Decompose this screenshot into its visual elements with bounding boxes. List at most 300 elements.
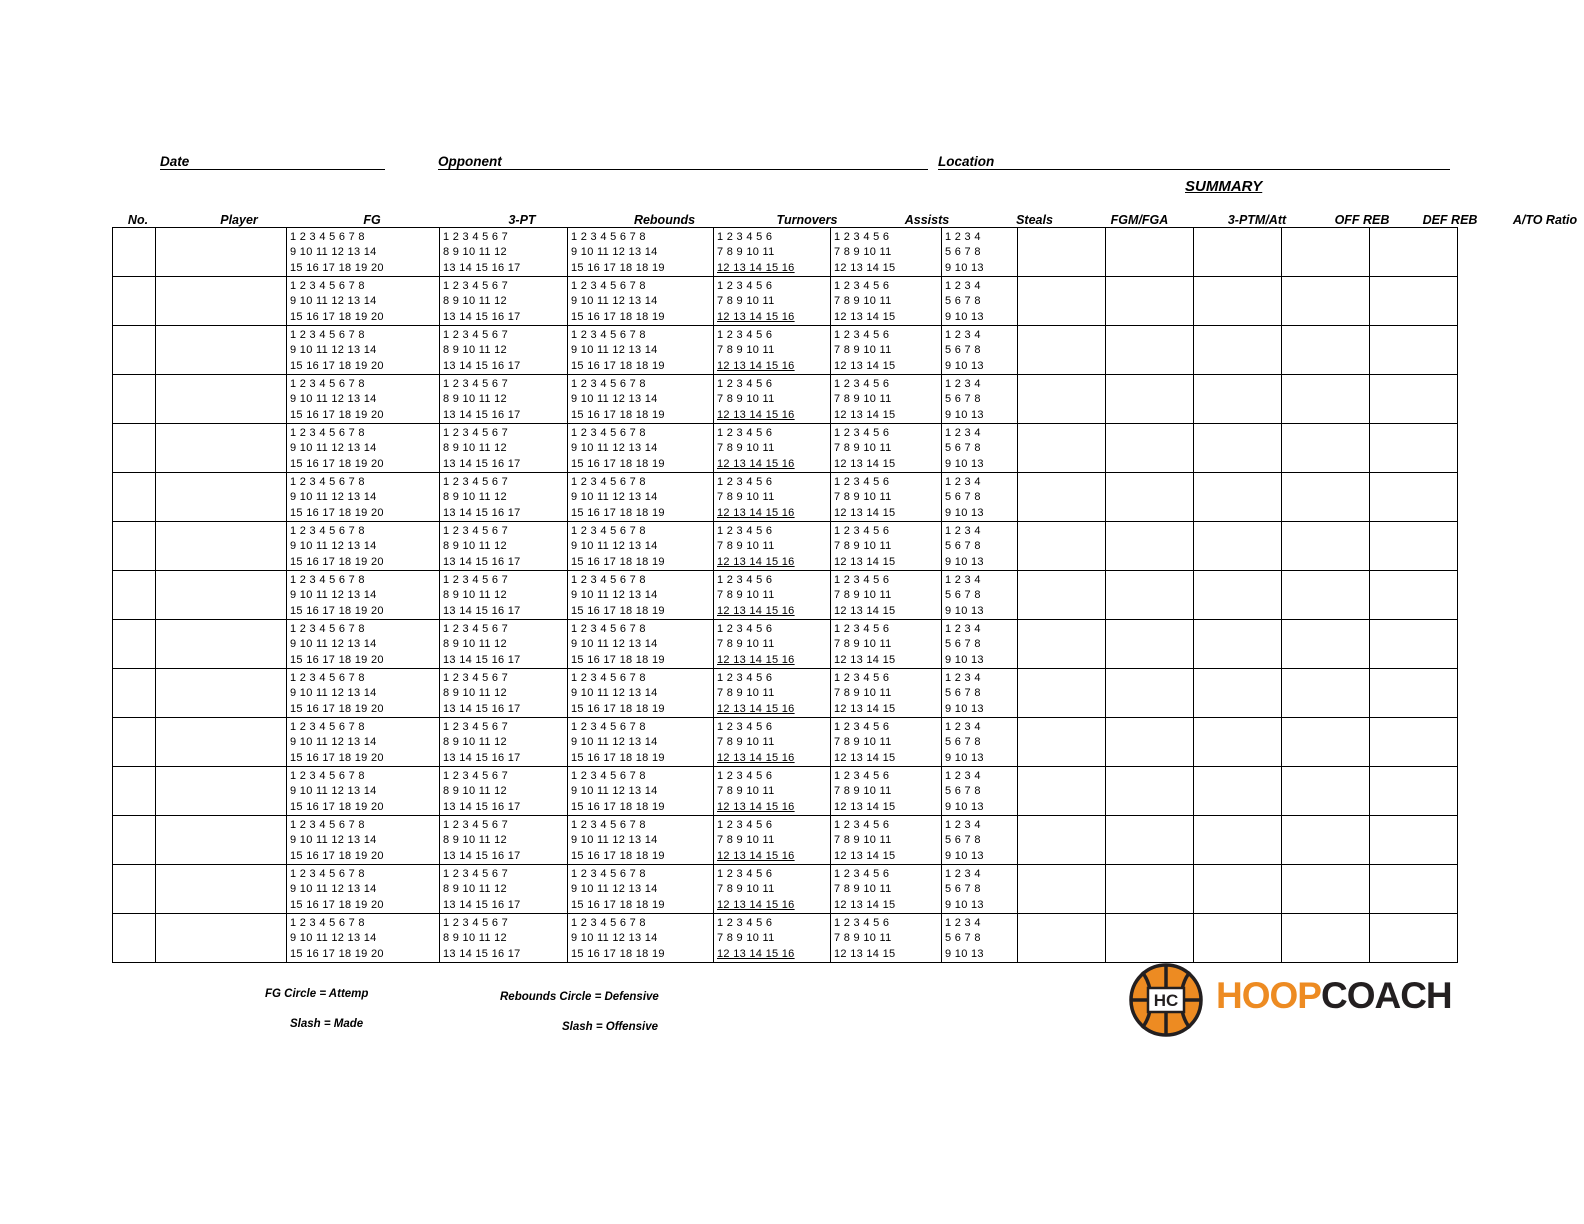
cell-summary-ato-ratio[interactable] [1370,767,1458,816]
cell-summary-fgm-fga[interactable] [1018,620,1106,669]
cell-fg-tally[interactable] [287,473,440,522]
cell-rebounds-tally[interactable] [568,816,714,865]
fg-number-row: 1 2 3 4 5 6 7 8 [290,231,365,243]
cell-turnovers-tally[interactable] [714,816,831,865]
cell-summary-off-reb[interactable] [1194,522,1282,571]
cell-steals-tally[interactable] [942,375,1018,424]
cell-turnovers-tally[interactable] [714,424,831,473]
cell-summary-fgm-fga[interactable] [1018,424,1106,473]
cell-summary-off-reb[interactable] [1194,424,1282,473]
cell-steals-tally[interactable] [942,473,1018,522]
cell-turnovers-tally[interactable] [714,571,831,620]
3pt-number-list [440,228,567,276]
column-header-player: Player [220,213,258,227]
cell-summary-def-reb[interactable] [1282,326,1370,375]
cell-player-name[interactable] [156,522,287,571]
3pt-number-row: 13 14 15 16 17 [443,751,521,764]
table-row [113,326,1458,375]
cell-assists-tally[interactable] [831,375,942,424]
cell-assists-tally[interactable] [831,228,942,277]
cell-assists-tally[interactable] [831,326,942,375]
3pt-number-list [440,865,567,913]
cell-steals-tally[interactable] [942,424,1018,473]
3pt-number-row: 1 2 3 4 5 6 7 [443,917,509,929]
cell-player-name[interactable] [156,473,287,522]
cell-steals-tally[interactable] [942,228,1018,277]
cell-turnovers-tally[interactable] [714,277,831,326]
cell-assists-tally[interactable] [831,865,942,914]
cell-summary-off-reb[interactable] [1194,718,1282,767]
cell-3pt-tally[interactable] [440,326,568,375]
cell-turnovers-tally[interactable] [714,326,831,375]
cell-rebounds-tally[interactable] [568,914,714,963]
rebounds-number-row: 9 10 11 12 13 14 [571,442,658,455]
assists-number-row: 7 8 9 10 11 [834,785,892,798]
cell-summary-off-reb[interactable] [1194,767,1282,816]
turnovers-number-row: 7 8 9 10 11 [717,736,775,749]
cell-assists-tally[interactable] [831,277,942,326]
3pt-number-list [440,326,567,374]
cell-summary-def-reb[interactable] [1282,424,1370,473]
assists-number-row: 1 2 3 4 5 6 [834,917,890,929]
cell-summary-ato-ratio[interactable] [1370,816,1458,865]
fg-number-list [287,326,439,374]
cell-steals-tally[interactable] [942,669,1018,718]
cell-summary-ato-ratio[interactable] [1370,522,1458,571]
cell-summary-off-reb[interactable] [1194,816,1282,865]
cell-summary-3ptm-att[interactable] [1106,620,1194,669]
cell-summary-def-reb[interactable] [1282,277,1370,326]
cell-fg-tally[interactable] [287,620,440,669]
3pt-number-row: 13 14 15 16 17 [443,408,521,421]
cell-rebounds-tally[interactable] [568,473,714,522]
cell-summary-off-reb[interactable] [1194,473,1282,522]
rebounds-number-row: 15 16 17 18 18 19 [571,947,665,960]
steals-number-row: 9 10 13 [945,555,984,568]
cell-summary-def-reb[interactable] [1282,914,1370,963]
fg-number-row: 9 10 11 12 13 14 [290,785,377,798]
cell-summary-fgm-fga[interactable] [1018,473,1106,522]
cell-assists-tally[interactable] [831,522,942,571]
opponent-field[interactable] [438,150,928,170]
cell-fg-tally[interactable] [287,718,440,767]
steals-number-row: 5 6 7 8 [945,736,981,749]
cell-rebounds-tally[interactable] [568,767,714,816]
cell-summary-ato-ratio[interactable] [1370,718,1458,767]
cell-summary-fgm-fga[interactable] [1018,816,1106,865]
fg-number-row: 15 16 17 18 19 20 [290,898,384,911]
cell-summary-3ptm-att[interactable] [1106,473,1194,522]
fg-number-row: 9 10 11 12 13 14 [290,295,377,308]
cell-steals-tally[interactable] [942,865,1018,914]
cell-steals-tally[interactable] [942,767,1018,816]
cell-summary-off-reb[interactable] [1194,914,1282,963]
turnovers-number-row: 12 13 14 15 16 [717,898,795,911]
cell-player-name[interactable] [156,718,287,767]
table-row [113,473,1458,522]
cell-assists-tally[interactable] [831,816,942,865]
3pt-number-row: 8 9 10 11 12 [443,491,507,504]
rebounds-number-row: 9 10 11 12 13 14 [571,736,658,749]
rebounds-number-row: 9 10 11 12 13 14 [571,344,658,357]
cell-summary-fgm-fga[interactable] [1018,326,1106,375]
table-row [113,228,1458,277]
hoopcoach-logo [1128,962,1452,1038]
cell-player-name[interactable] [156,620,287,669]
cell-assists-tally[interactable] [831,767,942,816]
cell-fg-tally[interactable] [287,522,440,571]
rebounds-number-row: 9 10 11 12 13 14 [571,638,658,651]
cell-3pt-tally[interactable] [440,914,568,963]
cell-summary-def-reb[interactable] [1282,767,1370,816]
turnovers-number-row: 7 8 9 10 11 [717,393,775,406]
fg-number-row: 1 2 3 4 5 6 7 8 [290,623,365,635]
cell-summary-3ptm-att[interactable] [1106,914,1194,963]
location-field[interactable] [938,150,1450,170]
cell-fg-tally[interactable] [287,571,440,620]
cell-3pt-tally[interactable] [440,277,568,326]
cell-turnovers-tally[interactable] [714,473,831,522]
cell-fg-tally[interactable] [287,767,440,816]
turnovers-number-list [714,522,830,570]
3pt-number-list [440,816,567,864]
cell-3pt-tally[interactable] [440,228,568,277]
cell-player-name[interactable] [156,228,287,277]
cell-3pt-tally[interactable] [440,767,568,816]
cell-rebounds-tally[interactable] [568,669,714,718]
cell-steals-tally[interactable] [942,277,1018,326]
cell-jersey-number[interactable] [113,620,156,669]
cell-assists-tally[interactable] [831,620,942,669]
rebounds-number-row: 9 10 11 12 13 14 [571,785,658,798]
steals-number-row: 9 10 13 [945,751,984,764]
assists-number-list [831,424,941,472]
cell-player-name[interactable] [156,326,287,375]
fg-number-row: 1 2 3 4 5 6 7 8 [290,378,365,390]
cell-summary-ato-ratio[interactable] [1370,326,1458,375]
cell-jersey-number[interactable] [113,424,156,473]
cell-summary-ato-ratio[interactable] [1370,914,1458,963]
assists-number-row: 12 13 14 15 [834,261,896,274]
cell-summary-3ptm-att[interactable] [1106,767,1194,816]
cell-jersey-number[interactable] [113,228,156,277]
cell-3pt-tally[interactable] [440,865,568,914]
cell-fg-tally[interactable] [287,326,440,375]
column-header-ato-ratio: A/TO Ratio [1512,213,1578,227]
cell-summary-off-reb[interactable] [1194,326,1282,375]
cell-summary-def-reb[interactable] [1282,865,1370,914]
cell-assists-tally[interactable] [831,914,942,963]
cell-summary-fgm-fga[interactable] [1018,865,1106,914]
cell-summary-ato-ratio[interactable] [1370,571,1458,620]
assists-number-row: 7 8 9 10 11 [834,491,892,504]
cell-turnovers-tally[interactable] [714,669,831,718]
3pt-number-list [440,669,567,717]
assists-number-row: 1 2 3 4 5 6 [834,476,890,488]
turnovers-number-row: 1 2 3 4 5 6 [717,770,773,782]
column-header-fg: FG [363,213,381,227]
3pt-number-row: 13 14 15 16 17 [443,898,521,911]
steals-number-list [942,767,1017,815]
cell-summary-off-reb[interactable] [1194,620,1282,669]
cell-3pt-tally[interactable] [440,669,568,718]
cell-summary-fgm-fga[interactable] [1018,571,1106,620]
cell-jersey-number[interactable] [113,669,156,718]
cell-turnovers-tally[interactable] [714,767,831,816]
cell-summary-def-reb[interactable] [1282,620,1370,669]
cell-summary-3ptm-att[interactable] [1106,669,1194,718]
cell-player-name[interactable] [156,669,287,718]
cell-summary-def-reb[interactable] [1282,571,1370,620]
cell-summary-off-reb[interactable] [1194,571,1282,620]
assists-number-list [831,669,941,717]
3pt-number-row: 13 14 15 16 17 [443,702,521,715]
cell-3pt-tally[interactable] [440,375,568,424]
3pt-number-row: 1 2 3 4 5 6 7 [443,623,509,635]
cell-player-name[interactable] [156,865,287,914]
cell-assists-tally[interactable] [831,718,942,767]
cell-jersey-number[interactable] [113,522,156,571]
cell-summary-off-reb[interactable] [1194,375,1282,424]
cell-fg-tally[interactable] [287,424,440,473]
cell-jersey-number[interactable] [113,326,156,375]
cell-summary-off-reb[interactable] [1194,865,1282,914]
cell-player-name[interactable] [156,816,287,865]
date-field[interactable] [160,150,385,170]
cell-turnovers-tally[interactable] [714,522,831,571]
cell-rebounds-tally[interactable] [568,228,714,277]
rebounds-number-list [568,424,713,472]
cell-summary-3ptm-att[interactable] [1106,375,1194,424]
turnovers-number-list [714,669,830,717]
cell-summary-fgm-fga[interactable] [1018,277,1106,326]
cell-summary-def-reb[interactable] [1282,816,1370,865]
rebounds-number-row: 9 10 11 12 13 14 [571,932,658,945]
turnovers-number-list [714,620,830,668]
cell-3pt-tally[interactable] [440,718,568,767]
assists-number-row: 12 13 14 15 [834,457,896,470]
cell-summary-ato-ratio[interactable] [1370,669,1458,718]
cell-rebounds-tally[interactable] [568,424,714,473]
cell-fg-tally[interactable] [287,277,440,326]
cell-rebounds-tally[interactable] [568,522,714,571]
3pt-number-list [440,767,567,815]
cell-summary-fgm-fga[interactable] [1018,914,1106,963]
cell-jersey-number[interactable] [113,571,156,620]
cell-fg-tally[interactable] [287,816,440,865]
cell-jersey-number[interactable] [113,816,156,865]
cell-assists-tally[interactable] [831,424,942,473]
cell-steals-tally[interactable] [942,816,1018,865]
cell-summary-ato-ratio[interactable] [1370,424,1458,473]
rebounds-number-list [568,718,713,766]
cell-turnovers-tally[interactable] [714,375,831,424]
cell-3pt-tally[interactable] [440,571,568,620]
table-row [113,669,1458,718]
cell-fg-tally[interactable] [287,914,440,963]
fg-number-row: 9 10 11 12 13 14 [290,687,377,700]
cell-rebounds-tally[interactable] [568,718,714,767]
rebounds-number-row: 9 10 11 12 13 14 [571,834,658,847]
cell-summary-fgm-fga[interactable] [1018,228,1106,277]
turnovers-number-row: 12 13 14 15 16 [717,702,795,715]
assists-number-row: 1 2 3 4 5 6 [834,378,890,390]
fg-number-row: 1 2 3 4 5 6 7 8 [290,672,365,684]
cell-summary-def-reb[interactable] [1282,718,1370,767]
cell-player-name[interactable] [156,277,287,326]
cell-summary-off-reb[interactable] [1194,669,1282,718]
cell-assists-tally[interactable] [831,669,942,718]
assists-number-row: 7 8 9 10 11 [834,736,892,749]
turnovers-number-list [714,816,830,864]
cell-summary-ato-ratio[interactable] [1370,865,1458,914]
3pt-number-row: 8 9 10 11 12 [443,540,507,553]
cell-summary-off-reb[interactable] [1194,277,1282,326]
fg-number-row: 1 2 3 4 5 6 7 8 [290,329,365,341]
fg-number-list [287,669,439,717]
cell-turnovers-tally[interactable] [714,914,831,963]
cell-turnovers-tally[interactable] [714,718,831,767]
cell-rebounds-tally[interactable] [568,277,714,326]
cell-summary-def-reb[interactable] [1282,669,1370,718]
cell-jersey-number[interactable] [113,375,156,424]
assists-number-list [831,620,941,668]
cell-summary-3ptm-att[interactable] [1106,571,1194,620]
cell-summary-fgm-fga[interactable] [1018,522,1106,571]
cell-summary-ato-ratio[interactable] [1370,620,1458,669]
cell-steals-tally[interactable] [942,571,1018,620]
cell-turnovers-tally[interactable] [714,865,831,914]
cell-3pt-tally[interactable] [440,473,568,522]
rebounds-number-list [568,620,713,668]
cell-fg-tally[interactable] [287,375,440,424]
cell-steals-tally[interactable] [942,326,1018,375]
cell-fg-tally[interactable] [287,228,440,277]
cell-summary-def-reb[interactable] [1282,473,1370,522]
cell-summary-ato-ratio[interactable] [1370,277,1458,326]
cell-summary-3ptm-att[interactable] [1106,718,1194,767]
steals-number-row: 5 6 7 8 [945,785,981,798]
cell-summary-3ptm-att[interactable] [1106,522,1194,571]
cell-jersey-number[interactable] [113,914,156,963]
cell-summary-fgm-fga[interactable] [1018,669,1106,718]
steals-number-list [942,473,1017,521]
3pt-number-row: 13 14 15 16 17 [443,457,521,470]
cell-summary-ato-ratio[interactable] [1370,228,1458,277]
cell-player-name[interactable] [156,767,287,816]
turnovers-number-row: 7 8 9 10 11 [717,687,775,700]
steals-number-row: 5 6 7 8 [945,344,981,357]
cell-summary-fgm-fga[interactable] [1018,767,1106,816]
cell-turnovers-tally[interactable] [714,228,831,277]
cell-summary-def-reb[interactable] [1282,228,1370,277]
assists-number-row: 7 8 9 10 11 [834,246,892,259]
cell-rebounds-tally[interactable] [568,865,714,914]
3pt-number-row: 1 2 3 4 5 6 7 [443,574,509,586]
turnovers-number-row: 1 2 3 4 5 6 [717,329,773,341]
cell-jersey-number[interactable] [113,473,156,522]
turnovers-number-row: 7 8 9 10 11 [717,295,775,308]
cell-rebounds-tally[interactable] [568,571,714,620]
cell-steals-tally[interactable] [942,620,1018,669]
steals-number-row: 9 10 13 [945,310,984,323]
cell-jersey-number[interactable] [113,865,156,914]
cell-summary-fgm-fga[interactable] [1018,375,1106,424]
assists-number-row: 12 13 14 15 [834,604,896,617]
cell-summary-3ptm-att[interactable] [1106,228,1194,277]
cell-assists-tally[interactable] [831,571,942,620]
rebounds-number-row: 1 2 3 4 5 6 7 8 [571,721,646,733]
rebounds-number-row: 1 2 3 4 5 6 7 8 [571,231,646,243]
assists-number-row: 1 2 3 4 5 6 [834,721,890,733]
summary-title: SUMMARY [1185,178,1263,195]
steals-number-row: 5 6 7 8 [945,834,981,847]
cell-fg-tally[interactable] [287,865,440,914]
3pt-number-list [440,620,567,668]
cell-steals-tally[interactable] [942,914,1018,963]
cell-summary-3ptm-att[interactable] [1106,277,1194,326]
cell-rebounds-tally[interactable] [568,375,714,424]
fg-number-list [287,620,439,668]
cell-jersey-number[interactable] [113,277,156,326]
cell-jersey-number[interactable] [113,718,156,767]
cell-player-name[interactable] [156,424,287,473]
cell-summary-ato-ratio[interactable] [1370,473,1458,522]
cell-3pt-tally[interactable] [440,620,568,669]
cell-3pt-tally[interactable] [440,816,568,865]
cell-summary-def-reb[interactable] [1282,522,1370,571]
3pt-number-list [440,571,567,619]
rebounds-number-row: 1 2 3 4 5 6 7 8 [571,672,646,684]
cell-player-name[interactable] [156,375,287,424]
assists-number-row: 1 2 3 4 5 6 [834,770,890,782]
cell-summary-3ptm-att[interactable] [1106,865,1194,914]
rebounds-number-row: 15 16 17 18 18 19 [571,555,665,568]
cell-summary-off-reb[interactable] [1194,228,1282,277]
rebounds-number-row: 15 16 17 18 18 19 [571,408,665,421]
steals-number-list [942,522,1017,570]
cell-3pt-tally[interactable] [440,424,568,473]
cell-player-name[interactable] [156,914,287,963]
cell-jersey-number[interactable] [113,767,156,816]
cell-summary-def-reb[interactable] [1282,375,1370,424]
cell-summary-fgm-fga[interactable] [1018,718,1106,767]
cell-3pt-tally[interactable] [440,522,568,571]
assists-number-row: 7 8 9 10 11 [834,687,892,700]
cell-summary-3ptm-att[interactable] [1106,424,1194,473]
cell-fg-tally[interactable] [287,669,440,718]
cell-rebounds-tally[interactable] [568,326,714,375]
basketball-icon [1128,962,1204,1038]
assists-number-row: 1 2 3 4 5 6 [834,231,890,243]
cell-rebounds-tally[interactable] [568,620,714,669]
fg-number-row: 1 2 3 4 5 6 7 8 [290,476,365,488]
assists-number-list [831,375,941,423]
cell-assists-tally[interactable] [831,473,942,522]
cell-summary-3ptm-att[interactable] [1106,816,1194,865]
cell-player-name[interactable] [156,571,287,620]
cell-summary-ato-ratio[interactable] [1370,375,1458,424]
turnovers-number-list [714,865,830,913]
rebounds-number-row: 15 16 17 18 18 19 [571,751,665,764]
3pt-number-list [440,424,567,472]
cell-steals-tally[interactable] [942,718,1018,767]
cell-steals-tally[interactable] [942,522,1018,571]
cell-summary-3ptm-att[interactable] [1106,326,1194,375]
steals-number-row: 1 2 3 4 [945,868,981,880]
cell-turnovers-tally[interactable] [714,620,831,669]
3pt-number-row: 8 9 10 11 12 [443,393,507,406]
